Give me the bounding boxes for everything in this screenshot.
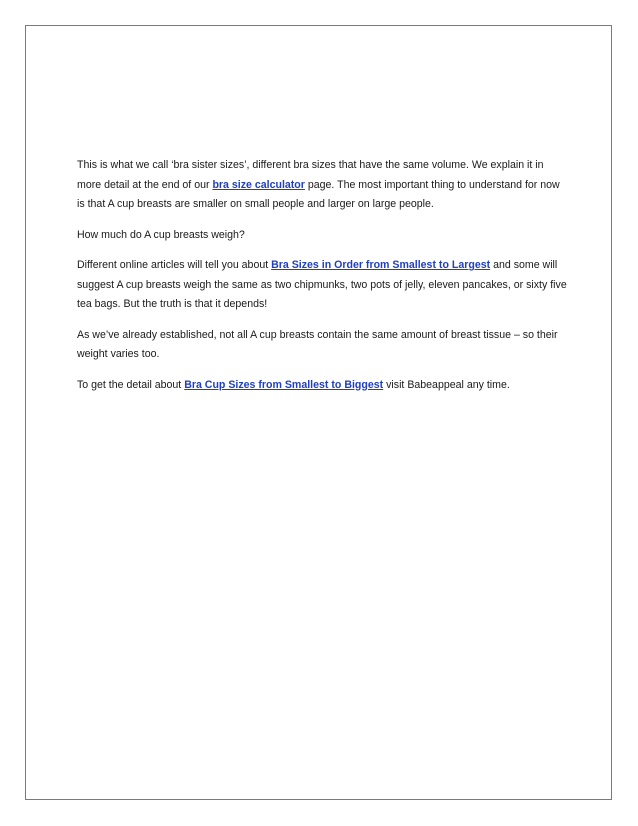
paragraph-articles bbox=[77, 256, 567, 315]
paragraph-text: To get the detail about bbox=[77, 378, 185, 391]
document-page bbox=[25, 25, 612, 800]
paragraph-text: As we’ve already established, not all A cup breasts contain the same amount of breast tissue – so their weight varies too. bbox=[77, 328, 558, 360]
link-bra-cup-sizes[interactable]: Bra Cup Sizes from Smallest to Biggest bbox=[184, 378, 384, 391]
link-bra-sizes-in-order[interactable]: Bra Sizes in Order from Smallest to Largest bbox=[271, 259, 491, 271]
paragraph-weight-varies bbox=[77, 326, 567, 365]
paragraph-text: page. The most important thing to understand for now is that A cup breasts are smaller on small people and larger on large people. bbox=[77, 178, 560, 210]
paragraph-text: How much do A cup breasts weigh? bbox=[77, 228, 245, 241]
paragraph-sister-sizes bbox=[77, 156, 567, 215]
paragraph-question bbox=[77, 226, 567, 246]
paragraph-text: and some will suggest A cup breasts weigh the same as two chipmunks, two pots of jelly, eleven pancakes, or sixty five tea bags. But the truth is that it depends! bbox=[77, 259, 567, 310]
paragraph-text: visit Babeappeal any time. bbox=[383, 378, 510, 391]
paragraph-text: This is what we call ‘bra sister sizes’, different bra sizes that have the same volume. We explain it in more detail at the end of our bbox=[77, 159, 544, 191]
document-body bbox=[77, 156, 567, 406]
link-bra-size-calculator[interactable]: bra size calculator bbox=[212, 178, 305, 191]
paragraph-text: Different online articles will tell you about bbox=[77, 259, 272, 271]
paragraph-detail bbox=[77, 376, 567, 396]
